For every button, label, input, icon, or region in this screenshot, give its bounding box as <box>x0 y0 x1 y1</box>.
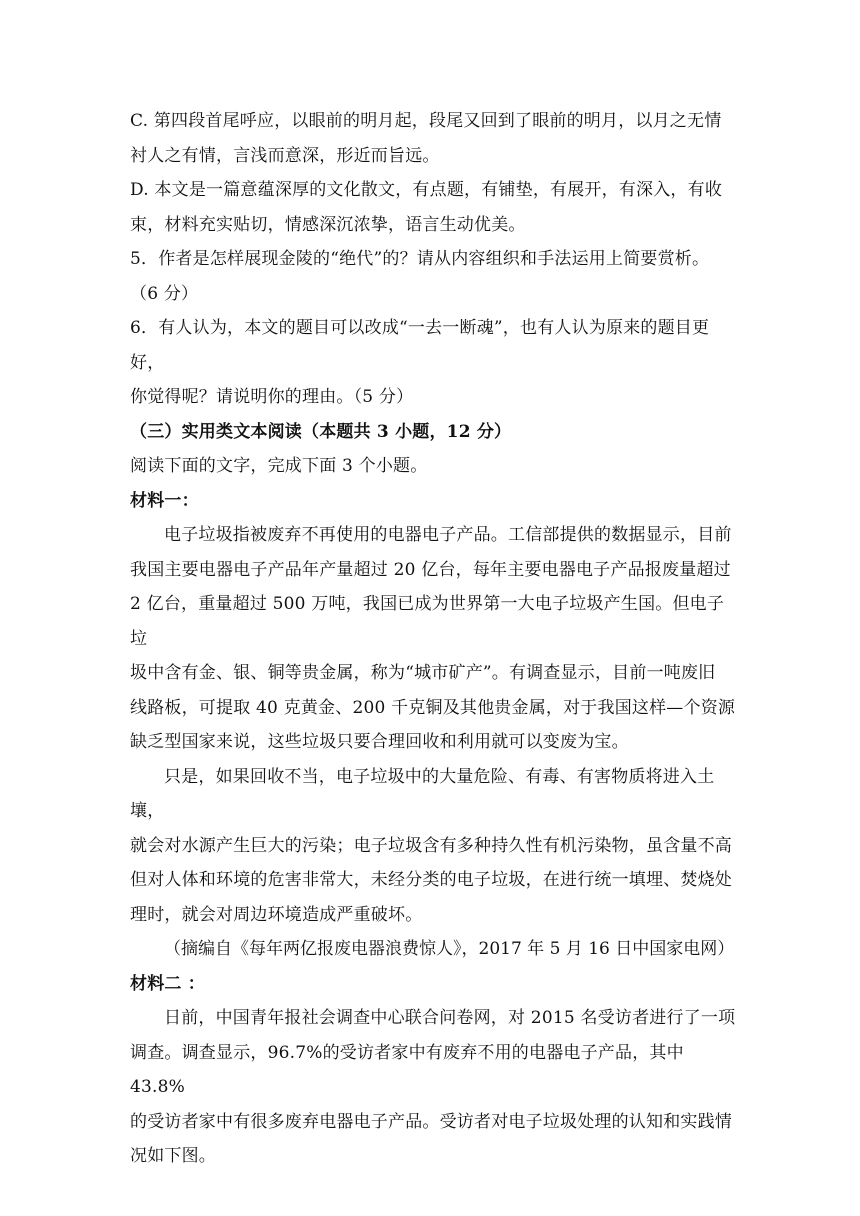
material-2-heading: 材料二 ： <box>130 973 205 994</box>
material-2-para-1-line: 日前，中国青年报社会调查中心联合问卷网，对 2015 名受访者进行了一项 <box>164 1008 736 1028</box>
question-c-line-1: C. 第四段首尾呼应，以眼前的明月起，段尾又回到了眼前的明月，以月之无情 <box>130 111 722 131</box>
material-1-para-2-line: 理时，就会对周边环境造成严重破坏。 <box>130 904 423 925</box>
question-6-line-1: 6．有人认为，本文的题目可以改成“一去一断魂”，也有人认为原来的题目更好， <box>130 318 710 373</box>
material-2-para-1-line: 的受访者家中有很多废弃电器电子产品。受访者对电子垃圾处理的认知和实践情 <box>130 1111 732 1132</box>
material-1-para-1-line: 线路板，可提取 40 克黄金、200 千克铜及其他贵金属，对于我国这样—个资源 <box>130 697 736 718</box>
instruction: 阅读下面的文字，完成下面 3 个小题。 <box>130 456 428 476</box>
section-title: （三）实用类文本阅读（本题共 3 小题，12 分） <box>130 421 512 442</box>
material-2-para-1-line: 调查。调查显示，96.7%的受访者家中有废弃不用的电器电子产品，其中 43.8% <box>130 1042 684 1097</box>
document-body <box>130 104 740 1174</box>
question-6-line-2: 你觉得呢？请说明你的理由。（5 分） <box>130 387 414 407</box>
material-1-heading: 材料一： <box>130 490 199 511</box>
material-1-para-1-line: 电子垃圾指被废弃不再使用的电器电子产品。工信部提供的数据显示，目前 <box>164 525 732 545</box>
material-1-source: （摘编自《每年两亿报废电器浪费惊人》，2017 年 5 月 16 日中国家电网） <box>164 939 735 959</box>
question-5-line-1: 5．作者是怎样展现金陵的“绝代”的？请从内容组织和手法运用上简要赏析。 <box>130 249 710 269</box>
material-2-para-1-line: 况如下图。 <box>130 1146 216 1166</box>
material-1-para-1-line: 我国主要电器电子产品年产量超过 20 亿台，每年主要电器电子产品报废量超过 <box>130 559 731 580</box>
material-1-para-1-line: 缺乏型国家来说，这些垃圾只要合理回收和利用就可以变废为宝。 <box>130 732 629 752</box>
question-c-line-2: 衬人之有情，言浅而意深，形近而旨远。 <box>130 145 440 166</box>
question-d-line-2: 束，材料充实贴切，情感深沉浓挚，语言生动优美。 <box>130 214 526 235</box>
material-1-para-1-line: 2 亿台，重量超过 500 万吨，我国已成为世界第一大电子垃圾产生国。但电子垃 <box>130 594 725 649</box>
material-1-para-2-line: 只是，如果回收不当，电子垃圾中的大量危险、有毒、有害物质将进入土壤， <box>130 766 715 821</box>
question-5-line-2: （6 分） <box>130 283 199 304</box>
material-1-para-2-line: 但对人体和环境的危害非常大，未经分类的电子垃圾，在进行统一填埋、焚烧处 <box>130 870 732 890</box>
question-d-line-1: D. 本文是一篇意蕴深厚的文化散文，有点题，有铺垫，有展开，有深入，有收 <box>130 180 723 200</box>
material-1-para-2-line: 就会对水源产生巨大的污染；电子垃圾含有多种持久性有机污染物，虽含量不高 <box>130 835 732 856</box>
material-1-para-1-line: 圾中含有金、银、铜等贵金属，称为“城市矿产”。有调查显示，目前一吨废旧 <box>130 663 716 683</box>
